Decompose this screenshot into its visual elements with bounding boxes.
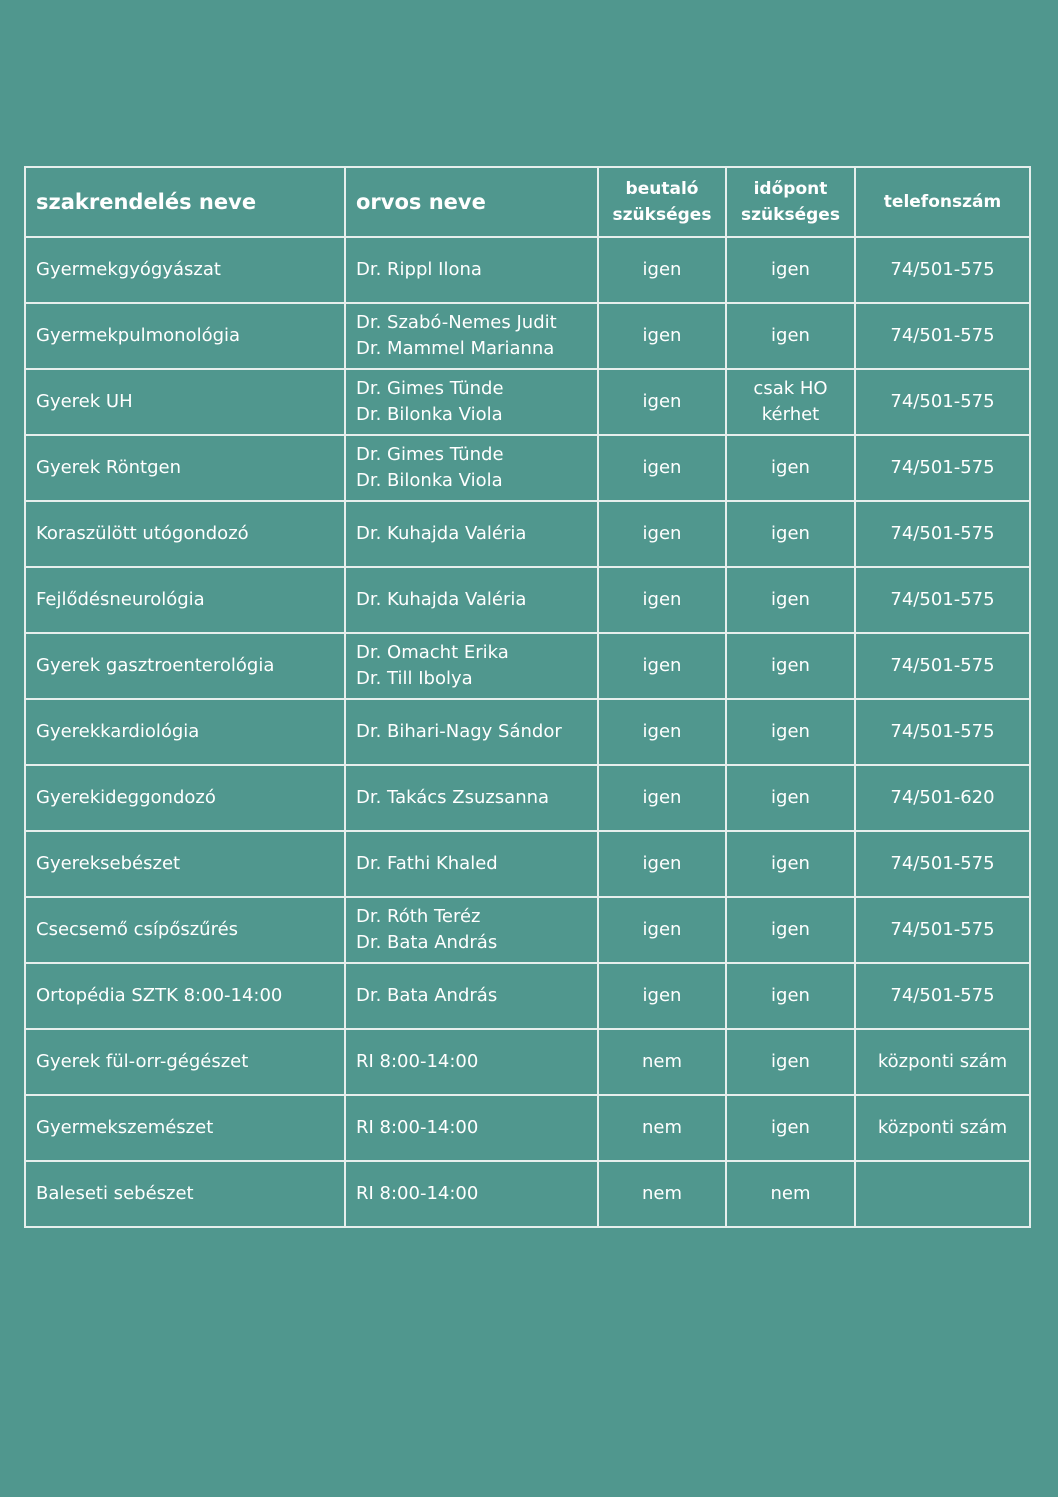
cell-phone: 74/501-575 — [855, 501, 1030, 567]
cell-doctor — [345, 501, 598, 567]
header-referral — [598, 167, 726, 237]
table-row — [25, 765, 1030, 831]
cell-specialty: Koraszülött utógondozó — [25, 501, 345, 567]
cell-specialty: Baleseti sebészet — [25, 1161, 345, 1227]
cell-specialty: Fejlődésneurológia — [25, 567, 345, 633]
cell-referral: igen — [598, 435, 726, 501]
cell-specialty: Gyerekkardiológia — [25, 699, 345, 765]
table-row — [25, 831, 1030, 897]
cell-referral: igen — [598, 369, 726, 435]
doctor-name: Dr. Omacht Erika — [356, 642, 509, 663]
cell-phone: 74/501-575 — [855, 699, 1030, 765]
cell-appointment — [726, 831, 855, 897]
table-header-row — [25, 167, 1030, 237]
table-row — [25, 963, 1030, 1029]
cell-appointment — [726, 897, 855, 963]
doctor-name: Dr. Bata András — [356, 932, 498, 953]
cell-specialty: Gyerek gasztroenterológia — [25, 633, 345, 699]
header-doctor: orvos neve — [345, 167, 598, 237]
table-row — [25, 1161, 1030, 1227]
appointment-text: igen — [771, 1117, 810, 1138]
table-row — [25, 567, 1030, 633]
cell-phone: 74/501-575 — [855, 567, 1030, 633]
cell-appointment — [726, 633, 855, 699]
cell-appointment — [726, 1029, 855, 1095]
table-row — [25, 435, 1030, 501]
appointment-text: nem — [770, 1183, 811, 1204]
cell-specialty: Gyerek fül-orr-gégészet — [25, 1029, 345, 1095]
cell-doctor — [345, 1095, 598, 1161]
table-row — [25, 897, 1030, 963]
cell-phone: központi szám — [855, 1095, 1030, 1161]
cell-doctor — [345, 567, 598, 633]
doctor-name: Dr. Szabó-Nemes Judit — [356, 312, 557, 333]
cell-referral: igen — [598, 237, 726, 303]
appointment-text: kérhet — [761, 404, 820, 425]
header-appointment-line: szükséges — [741, 205, 840, 225]
doctor-name: Dr. Gimes Tünde — [356, 444, 504, 465]
appointment-text: igen — [771, 325, 810, 346]
appointment-text: igen — [771, 523, 810, 544]
cell-specialty: Gyerekideggondozó — [25, 765, 345, 831]
appointment-text: igen — [771, 787, 810, 808]
cell-phone: 74/501-575 — [855, 237, 1030, 303]
doctor-name: Dr. Till Ibolya — [356, 668, 473, 689]
cell-specialty: Gyerek UH — [25, 369, 345, 435]
cell-phone: 74/501-575 — [855, 897, 1030, 963]
cell-phone: 74/501-575 — [855, 831, 1030, 897]
cell-phone: 74/501-575 — [855, 369, 1030, 435]
table-row — [25, 369, 1030, 435]
cell-referral: igen — [598, 765, 726, 831]
cell-doctor — [345, 831, 598, 897]
doctor-name: Dr. Takács Zsuzsanna — [356, 787, 550, 808]
cell-specialty: Gyerek Röntgen — [25, 435, 345, 501]
doctor-name: Dr. Gimes Tünde — [356, 378, 504, 399]
appointment-text: igen — [771, 655, 810, 676]
cell-specialty: Ortopédia SZTK 8:00-14:00 — [25, 963, 345, 1029]
cell-appointment — [726, 303, 855, 369]
cell-referral: nem — [598, 1095, 726, 1161]
appointment-text: igen — [771, 853, 810, 874]
cell-appointment — [726, 369, 855, 435]
cell-appointment — [726, 963, 855, 1029]
cell-specialty: Csecsemő csípőszűrés — [25, 897, 345, 963]
cell-appointment — [726, 567, 855, 633]
cell-referral: igen — [598, 501, 726, 567]
table-row — [25, 1029, 1030, 1095]
clinic-schedule-table — [24, 166, 1031, 1228]
doctor-name: Dr. Kuhajda Valéria — [356, 523, 527, 544]
cell-phone: 74/501-575 — [855, 435, 1030, 501]
cell-doctor — [345, 1029, 598, 1095]
cell-appointment — [726, 501, 855, 567]
cell-doctor — [345, 369, 598, 435]
doctor-name: Dr. Bilonka Viola — [356, 470, 503, 491]
table-body — [25, 237, 1030, 1227]
doctor-name: Dr. Rippl Ilona — [356, 259, 482, 280]
cell-specialty: Gyermekgyógyászat — [25, 237, 345, 303]
cell-phone: központi szám — [855, 1029, 1030, 1095]
table-row — [25, 699, 1030, 765]
appointment-text: igen — [771, 1051, 810, 1072]
appointment-text: igen — [771, 589, 810, 610]
cell-phone: 74/501-575 — [855, 963, 1030, 1029]
doctor-name: Dr. Bihari-Nagy Sándor — [356, 721, 562, 742]
cell-referral: igen — [598, 567, 726, 633]
doctor-name: RI 8:00-14:00 — [356, 1051, 479, 1072]
cell-phone: 74/501-620 — [855, 765, 1030, 831]
cell-doctor — [345, 897, 598, 963]
appointment-text: igen — [771, 919, 810, 940]
cell-phone — [855, 1161, 1030, 1227]
appointment-text: igen — [771, 985, 810, 1006]
cell-phone: 74/501-575 — [855, 633, 1030, 699]
cell-appointment — [726, 1161, 855, 1227]
cell-referral: igen — [598, 303, 726, 369]
header-referral-line: szükséges — [612, 205, 712, 225]
cell-doctor — [345, 699, 598, 765]
cell-specialty: Gyermekpulmonológia — [25, 303, 345, 369]
table-row — [25, 303, 1030, 369]
cell-doctor — [345, 633, 598, 699]
appointment-text: csak HO — [753, 378, 828, 399]
cell-referral: igen — [598, 897, 726, 963]
header-appointment-line: időpont — [753, 179, 828, 199]
cell-appointment — [726, 699, 855, 765]
table-row — [25, 501, 1030, 567]
header-phone: telefonszám — [855, 167, 1030, 237]
cell-referral: nem — [598, 1161, 726, 1227]
appointment-text: igen — [771, 259, 810, 280]
cell-specialty: Gyereksebészet — [25, 831, 345, 897]
doctor-name: Dr. Bilonka Viola — [356, 404, 503, 425]
cell-doctor — [345, 237, 598, 303]
cell-doctor — [345, 1161, 598, 1227]
doctor-name: Dr. Bata András — [356, 985, 498, 1006]
doctor-name: RI 8:00-14:00 — [356, 1183, 479, 1204]
header-referral-line: beutaló — [625, 179, 699, 199]
doctor-name: Dr. Fathi Khaled — [356, 853, 498, 874]
cell-doctor — [345, 303, 598, 369]
doctor-name: Dr. Róth Teréz — [356, 906, 481, 927]
cell-referral: igen — [598, 699, 726, 765]
cell-doctor — [345, 963, 598, 1029]
cell-appointment — [726, 435, 855, 501]
doctor-name: Dr. Mammel Marianna — [356, 338, 555, 359]
table-row — [25, 237, 1030, 303]
cell-referral: igen — [598, 963, 726, 1029]
cell-doctor — [345, 765, 598, 831]
cell-phone: 74/501-575 — [855, 303, 1030, 369]
cell-appointment — [726, 1095, 855, 1161]
table-row — [25, 1095, 1030, 1161]
appointment-text: igen — [771, 457, 810, 478]
cell-appointment — [726, 237, 855, 303]
cell-specialty: Gyermekszemészet — [25, 1095, 345, 1161]
cell-referral: igen — [598, 831, 726, 897]
doctor-name: Dr. Kuhajda Valéria — [356, 589, 527, 610]
header-appointment — [726, 167, 855, 237]
cell-appointment — [726, 765, 855, 831]
cell-doctor — [345, 435, 598, 501]
table-row — [25, 633, 1030, 699]
cell-referral: igen — [598, 633, 726, 699]
cell-referral: nem — [598, 1029, 726, 1095]
doctor-name: RI 8:00-14:00 — [356, 1117, 479, 1138]
appointment-text: igen — [771, 721, 810, 742]
header-specialty: szakrendelés neve — [25, 167, 345, 237]
